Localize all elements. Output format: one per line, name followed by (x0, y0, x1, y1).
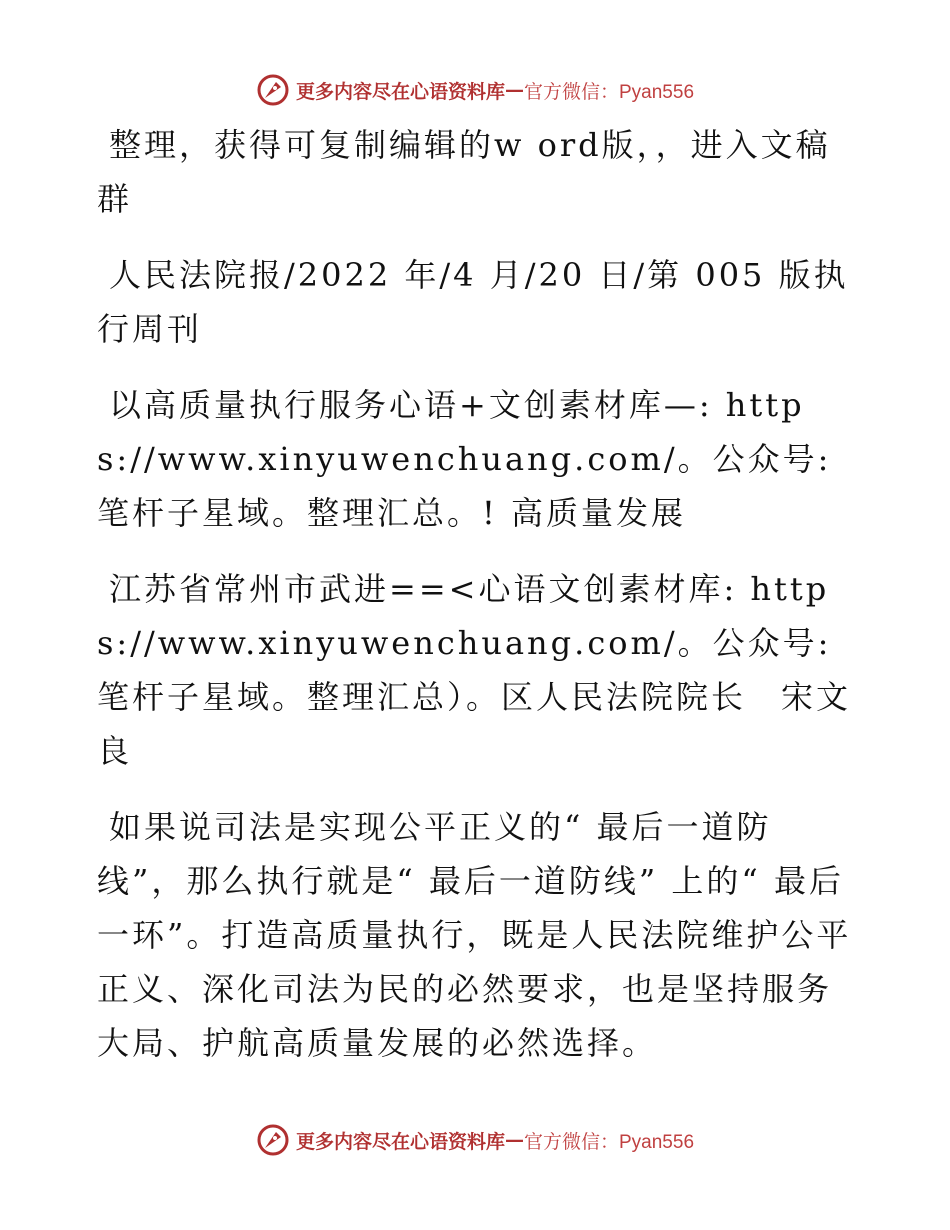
watermark-title: 更多内容尽在心语资料库 (295, 1130, 505, 1153)
watermark-dash: — (505, 79, 524, 101)
pen-nib-logo-icon (256, 73, 290, 107)
watermark-dash: — (505, 1129, 524, 1151)
watermark-title: 更多内容尽在心语资料库 (295, 80, 505, 103)
paragraph-body: 如果说司法是实现公平正义的“ 最后一道防线”，那么执行就是“ 最后一道防线” 上的“ 最后一环”。打造高质量执行，既是人民法院维护公平正义、深化司法为民的必然要求，也是坚持服务大局、护航高质量发展的必然选择。 (97, 808, 852, 1062)
paragraph-headline: 以高质量执行服务心语+文创素材库—: https://www.xinyuwenchuang.com/。公众号: 笔杆子星域。整理汇总。! 高质量发展 (97, 386, 832, 532)
footer-watermark (0, 1118, 950, 1162)
header-watermark (0, 68, 950, 112)
document-body (97, 118, 857, 1092)
watermark-wechat: 官方微信：Pyan556 (524, 1131, 695, 1153)
paragraph-intro: 整理，获得可复制编辑的w ord版，，进入文稿群 (97, 126, 831, 218)
pen-nib-logo-icon (256, 1123, 290, 1157)
paragraph-source: 人民法院报/2022 年/4 月/20 日/第 005 版执行周刊 (97, 256, 849, 348)
paragraph-author: 江苏省常州市武进==<心语文创素材库: https://www.xinyuwenchuang.com/。公众号: 笔杆子星域。整理汇总）。区人民法院院长 宋文良 (97, 570, 852, 770)
watermark-wechat: 官方微信：Pyan556 (524, 81, 695, 103)
